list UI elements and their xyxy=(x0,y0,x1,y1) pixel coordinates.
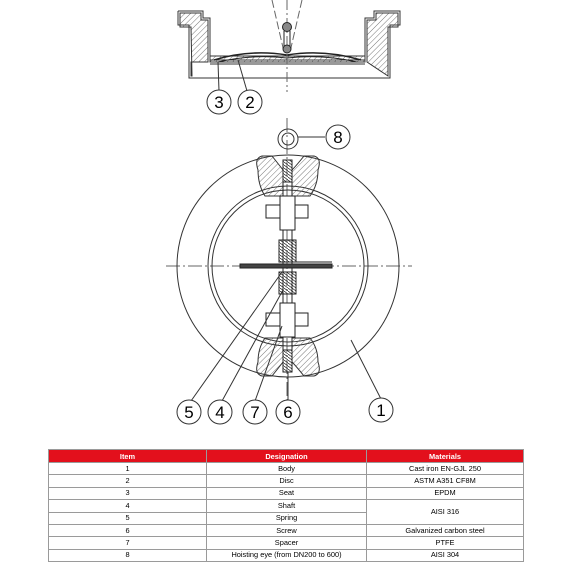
cell-item: 6 xyxy=(49,524,207,536)
svg-text:7: 7 xyxy=(250,403,260,422)
table-row xyxy=(49,549,524,561)
cell-designation: Screw xyxy=(207,524,367,536)
svg-text:3: 3 xyxy=(214,93,224,112)
cell-item: 4 xyxy=(49,500,207,512)
callout-3 xyxy=(207,90,231,114)
spring-upper xyxy=(279,240,296,262)
cell-designation: Spacer xyxy=(207,537,367,549)
cell-material: ASTM A351 CF8M xyxy=(367,475,524,487)
cell-material: PTFE xyxy=(367,537,524,549)
cell-designation: Body xyxy=(207,463,367,475)
cell-item: 2 xyxy=(49,475,207,487)
cell-item: 5 xyxy=(49,512,207,524)
cell-material: Galvanized carbon steel xyxy=(367,524,524,536)
disc-edge xyxy=(240,264,332,268)
cell-designation: Spring xyxy=(207,512,367,524)
cell-material: EPDM xyxy=(367,487,524,499)
spring-lower xyxy=(279,272,296,294)
table-row xyxy=(49,537,524,549)
section-view xyxy=(178,0,400,92)
cell-material: Cast iron EN-GJL 250 xyxy=(367,463,524,475)
callout-6 xyxy=(276,400,300,424)
callout-2 xyxy=(238,90,262,114)
svg-text:8: 8 xyxy=(333,128,343,147)
cell-designation: Seat xyxy=(207,487,367,499)
screw-bottom xyxy=(283,350,292,372)
top-boss xyxy=(257,156,283,196)
cell-item: 3 xyxy=(49,487,207,499)
shaft-section-bottom xyxy=(283,45,291,53)
table-row xyxy=(49,475,524,487)
table-row xyxy=(49,500,524,512)
cell-designation: Hoisting eye (from DN200 to 600) xyxy=(207,549,367,561)
callout-7 xyxy=(243,400,267,424)
callout-4 xyxy=(208,400,232,424)
bottom-boss xyxy=(257,338,283,376)
table-row xyxy=(49,487,524,499)
cell-item: 8 xyxy=(49,549,207,561)
body-section-left-hatch xyxy=(180,13,208,76)
cell-material: AISI 304 xyxy=(367,549,524,561)
shaft-section-top xyxy=(283,23,292,32)
front-view xyxy=(166,118,412,401)
cell-designation: Shaft xyxy=(207,500,367,512)
callout-8 xyxy=(326,125,350,149)
header-item: Item xyxy=(49,450,207,463)
screw-top xyxy=(283,160,292,182)
cell-material-merged: AISI 316 xyxy=(367,500,524,525)
callout-5 xyxy=(177,400,201,424)
table-row xyxy=(49,463,524,475)
cell-item: 1 xyxy=(49,463,207,475)
table-header-row xyxy=(49,450,524,463)
table-row xyxy=(49,524,524,536)
callout-1 xyxy=(369,398,393,422)
svg-text:1: 1 xyxy=(376,401,386,420)
hoisting-eye xyxy=(278,129,298,149)
svg-text:4: 4 xyxy=(215,403,225,422)
header-designation: Designation xyxy=(207,450,367,463)
cell-item: 7 xyxy=(49,537,207,549)
svg-text:6: 6 xyxy=(283,403,293,422)
cell-designation: Disc xyxy=(207,475,367,487)
svg-text:5: 5 xyxy=(184,403,194,422)
svg-text:2: 2 xyxy=(245,93,255,112)
header-materials: Materials xyxy=(367,450,524,463)
parts-table xyxy=(48,449,524,562)
body-section-right-hatch xyxy=(367,13,398,76)
